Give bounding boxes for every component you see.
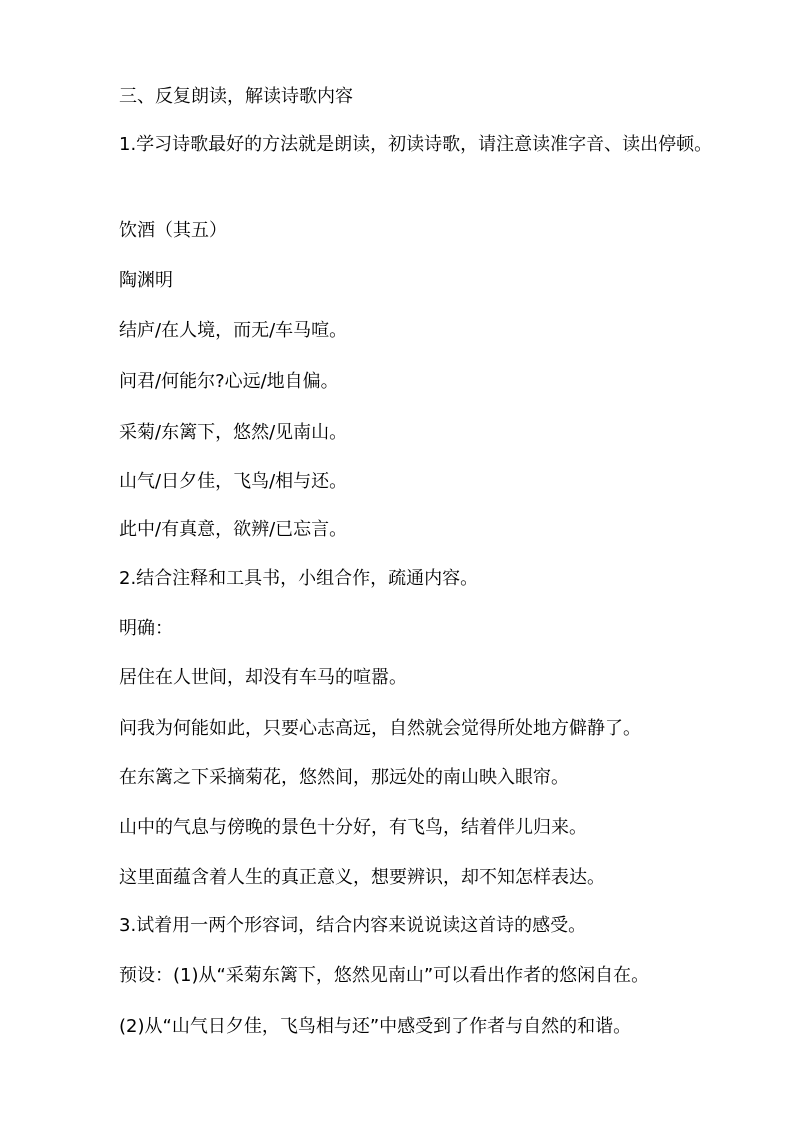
poem-line: 山气/日夕佳，飞鸟/相与还。 [119, 471, 348, 492]
section-heading: 三、反复朗读，解读诗歌内容 [119, 86, 353, 107]
poem-line: 此中/有真意，欲辨/已忘言。 [119, 519, 348, 540]
poem-line: 问君/何能尔?心远/地自偏。 [119, 371, 339, 392]
translation-line: 问我为何能如此，只要心志高远，自然就会觉得所处地方僻静了。 [119, 718, 641, 739]
translation-line: 居住在人世间，却没有车马的喧嚣。 [119, 667, 407, 688]
poem-title: 饮酒（其五） [119, 220, 227, 241]
preset-line-1: 预设：(1)从“采菊东篱下，悠然见南山”可以看出作者的悠闲自在。 [119, 965, 650, 986]
poem-author: 陶渊明 [119, 270, 173, 291]
poem-line: 结庐/在人境，而无/车马喧。 [119, 320, 348, 341]
translation-line: 这里面蕴含着人生的真正意义，想要辨识，却不知怎样表达。 [119, 867, 605, 888]
paragraph-3: 3.试着用一两个形容词，结合内容来说说读这首诗的感受。 [119, 915, 587, 936]
translation-line: 在东篱之下采摘菊花，悠然间，那远处的南山映入眼帘。 [119, 767, 569, 788]
preset-line-2: (2)从“山气日夕佳，飞鸟相与还”中感受到了作者与自然的和谐。 [119, 1016, 632, 1037]
paragraph-2: 2.结合注释和工具书，小组合作，疏通内容。 [119, 568, 479, 589]
translation-line: 山中的气息与傍晚的景色十分好，有飞鸟，结着伴儿归来。 [119, 817, 587, 838]
clarify-label: 明确： [119, 618, 173, 639]
paragraph-1: 1.学习诗歌最好的方法就是朗读，初读诗歌，请注意读准字音、读出停顿。 [119, 134, 713, 155]
poem-line: 采菊/东篱下，悠然/见南山。 [119, 422, 348, 443]
